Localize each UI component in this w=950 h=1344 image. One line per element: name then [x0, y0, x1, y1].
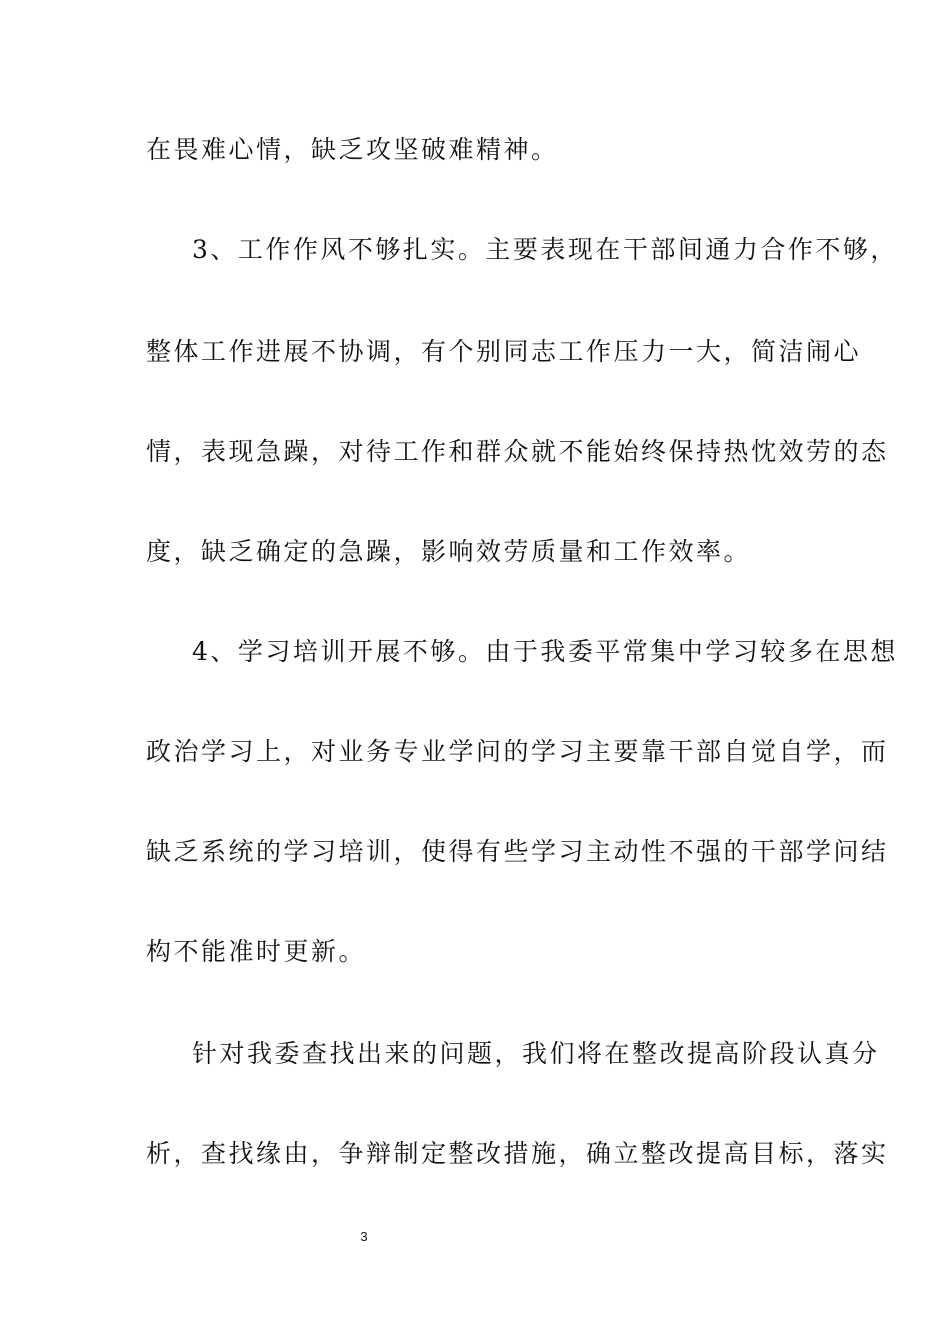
text-line-4: 情，表现急躁，对待工作和群众就不能始终保持热忱效劳的态	[146, 437, 889, 466]
text-line-8: 缺乏系统的学习培训，使得有些学习主动性不强的干部学问结	[146, 837, 889, 866]
text-line-5: 度，缺乏确定的急躁，影响效劳质量和工作效率。	[146, 537, 752, 566]
text-line-3: 整体工作进展不协调，有个别同志工作压力一大，简洁闹心	[146, 337, 862, 366]
text-line-1: 在畏难心情，缺乏攻坚破难精神。	[146, 135, 559, 164]
text-line-7: 政治学习上，对业务专业学问的学习主要靠干部自觉自学，而	[146, 737, 889, 766]
page-number: 3	[360, 1229, 368, 1244]
text-line-10: 针对我委查找出来的问题，我们将在整改提高阶段认真分	[192, 1039, 880, 1068]
text-line-2: 3、工作作风不够扎实。主要表现在干部间通力合作不够，	[192, 235, 898, 264]
text-line-9: 构不能准时更新。	[146, 937, 367, 966]
text-line-11: 析，查找缘由，争辩制定整改措施，确立整改提高目标，落实	[146, 1139, 889, 1168]
text-line-6: 4、学习培训开展不够。由于我委平常集中学习较多在思想	[192, 637, 898, 666]
